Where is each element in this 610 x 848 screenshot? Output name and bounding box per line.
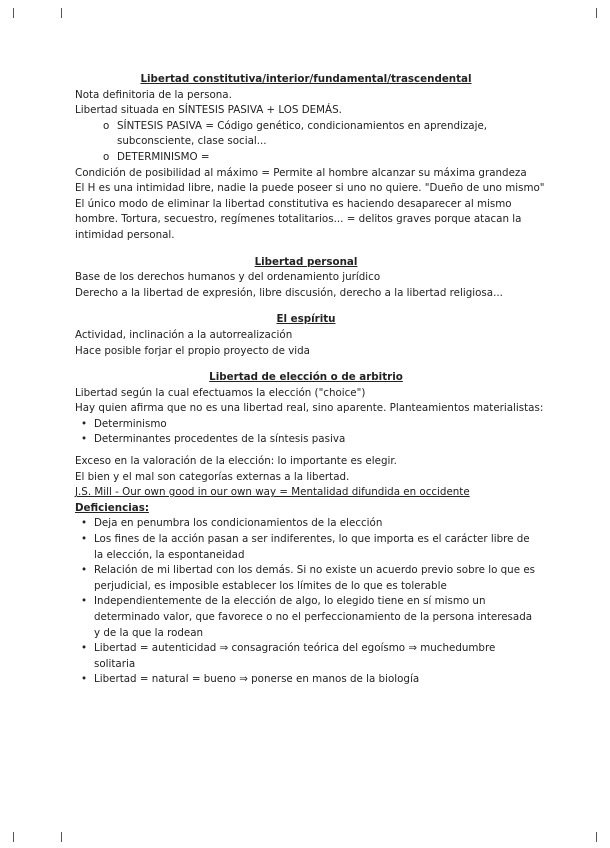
document-page (75, 72, 545, 688)
crop-mark (13, 832, 14, 842)
text-line: Hay quien afirma que no es una libertad real, sino aparente. Planteamientos materialistas: (75, 402, 544, 415)
bullet-icon: • (81, 564, 88, 577)
crop-mark (596, 8, 597, 18)
crop-mark (61, 832, 62, 842)
text-line: Libertad según la cual efectuamos la elección ("choice") (75, 386, 366, 399)
crop-mark (61, 8, 62, 18)
list-item: • Libertad = natural = bueno ⇒ ponerse en manos de la biología (75, 672, 537, 688)
list-item: • Deja en penumbra los condicionamientos de la elección (75, 516, 537, 532)
text-line: El H es una intimidad libre, nadie la puede poseer si uno no quiere. "Dueño de uno mismo" (75, 182, 545, 195)
text-line: Actividad, inclinación a la autorrealización (75, 328, 293, 341)
bullet-icon: • (81, 673, 88, 686)
deficiencias-list (75, 516, 537, 688)
list-item: • Libertad = autenticidad ⇒ consagración teórica del egoísmo ⇒ muchedumbre solitaria (81, 642, 496, 670)
subsection-title-deficiencias: Deficiencias: (75, 501, 149, 514)
text-line: El bien y el mal son categorías externas a la libertad. (75, 470, 350, 483)
text-line: Libertad situada en SÍNTESIS PASIVA + LOS DEMÁS. (75, 104, 342, 117)
sub-list (75, 119, 537, 166)
bullet-icon: • (81, 517, 88, 530)
bullet-icon: • (81, 595, 88, 608)
bullet-icon: • (81, 533, 88, 546)
list-item: • Determinismo (75, 417, 537, 433)
text-line: Derecho a la libertad de expresión, libre discusión, derecho a la libertad religiosa... (75, 286, 503, 299)
list-item: • Los fines de la acción pasan a ser indiferentes, lo que importa es el carácter libre de la elección, la espontaneidad (81, 533, 530, 561)
list-item: • Determinantes procedentes de la síntesis pasiva (75, 432, 537, 448)
text-paragraph: El único modo de eliminar la libertad constitutiva es haciendo desaparecer al mismo hombre. Tortura, secuestro, regímenes totalitarios... = delitos graves porque atacan la intimidad personal. (75, 197, 522, 241)
text-line: Condición de posibilidad al máximo = Permite al hombre alcanzar su máxima grandeza (75, 166, 527, 179)
list-item: o SÍNTESIS PASIVA = Código genético, condicionamientos en aprendizaje, subconsciente, clase social... (103, 119, 488, 148)
bullet-icon: • (81, 417, 88, 430)
crop-mark (13, 8, 14, 18)
list-item: o DETERMINISMO = (75, 150, 537, 166)
text-line: Exceso en la valoración de la elección: lo importante es elegir. (75, 455, 397, 468)
circle-bullet-icon: o (103, 150, 110, 163)
section-title-libertad-constitutiva: Libertad constitutiva/interior/fundamental/trascendental (140, 73, 472, 85)
section-title-el-espiritu: El espíritu (276, 313, 336, 326)
text-line: J.S. Mill - Our own good in our own way = Mentalidad difundida en occidente (75, 486, 470, 499)
text-line: Hace posible forjar el propio proyecto de vida (75, 344, 310, 357)
section-title-libertad-personal: Libertad personal (254, 255, 358, 268)
crop-mark (596, 832, 597, 842)
bullet-icon: • (81, 642, 88, 655)
text-line: Nota definitoria de la persona. (75, 88, 232, 101)
section-title-libertad-eleccion: Libertad de elección o de arbitrio (209, 371, 403, 384)
list-item: • Independientemente de la elección de algo, lo elegido tiene en sí mismo un determinado valor, que favorece o no el perfeccionamiento de la persona interesada y de la que la rodean (81, 595, 533, 639)
text-line: Base de los derechos humanos y del ordenamiento jurídico (75, 271, 381, 284)
bullet-list (75, 417, 537, 448)
bullet-icon: • (81, 433, 88, 446)
circle-bullet-icon: o (103, 119, 110, 132)
list-item: • Relación de mi libertad con los demás. Si no existe un acuerdo previo sobre lo que es perjudicial, es imposible establecer los límites de lo que es tolerable (81, 564, 536, 592)
